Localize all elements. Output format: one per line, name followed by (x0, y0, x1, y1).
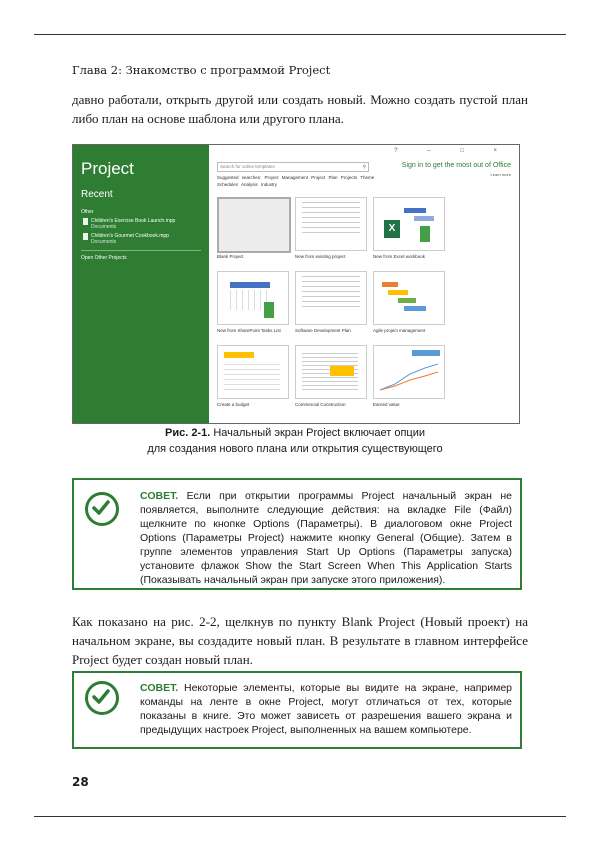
arrow-icon (264, 302, 274, 318)
template-search-input[interactable]: Search for online templates ⚲ (217, 162, 369, 172)
suggested-searches-row2[interactable]: Schedules Analysis Industry (217, 182, 278, 187)
tip-box (72, 478, 522, 590)
search-icon[interactable]: ⚲ (362, 164, 366, 169)
caption-label: Рис. 2-1. (164, 427, 211, 439)
open-other-projects[interactable]: Open Other Projects (81, 255, 127, 261)
template-tile-earned-value[interactable] (373, 345, 445, 399)
sidebar-divider (81, 250, 201, 251)
template-tile-existing[interactable] (295, 197, 367, 251)
tip-text: СОВЕТ. Если при открытии программы Project начальный экран не появляется, выполните следующие действия: на вкладке File (Файл) щелкните по кнопке Options (Параметры). В диалоговом окне Project Options (Параметры Project) нажмите кнопку General (Общие). Затем в группе элементов управления Start Up Options (Параметры запуска) установите флажок Show the Start Screen When This Application Starts (Показывать начальный экран при запуске этого приложения). (140, 490, 512, 586)
checkmark-icon (85, 492, 119, 526)
bottom-rule (34, 816, 566, 817)
start-sidebar (73, 145, 209, 423)
template-tile-budget[interactable] (217, 345, 289, 399)
template-caption: Blank Project (217, 254, 244, 259)
template-caption: Agile project management (373, 328, 426, 333)
template-tile-software[interactable] (295, 271, 367, 325)
paragraph-1: давно работали, открыть другой или создать новый. Можно создать пустой план либо план на основе шаблона или другого плана. (72, 92, 528, 126)
line-chart-icon (380, 360, 438, 392)
page-number: 28 (72, 775, 89, 789)
window-controls[interactable]: ? – □ × (394, 148, 511, 154)
chapter-header: Глава 2: Знакомство с программой Project (72, 63, 331, 77)
suggested-searches[interactable]: Suggested searches: Project Management Project Plan Projects Theme (217, 175, 375, 180)
template-caption: New from existing project (295, 254, 346, 259)
template-caption: New from SharePoint Tasks List (217, 328, 281, 333)
signin-link[interactable]: Sign in to get the most out of Office (401, 162, 511, 169)
tip-box (72, 671, 522, 749)
learn-more-link[interactable]: Learn more (490, 172, 511, 177)
template-caption: Create a budget (217, 402, 250, 407)
checkmark-icon (85, 681, 119, 715)
recent-label: Recent (81, 189, 113, 200)
template-tile-excel[interactable] (373, 197, 445, 251)
project-start-screen (72, 144, 520, 424)
templates-area (209, 145, 519, 423)
tip-text: СОВЕТ. Некоторые элементы, которые вы видите на экране, например команды на ленте в окне Project, могут отличаться от тех, которые показаны в книге. Это может зависеть от разрешения вашего экрана и предыдущих настроек Project, выполненных на вашем компьютере. (140, 682, 512, 736)
template-tile-blank[interactable] (217, 197, 291, 253)
template-caption: Software Development Plan (295, 328, 351, 333)
recent-item[interactable]: Children's Gourmet Cookbook.mpp Documents (85, 233, 169, 245)
template-caption: Commercial Construction (295, 402, 346, 407)
app-title: Project (81, 159, 134, 178)
excel-icon: X (384, 220, 400, 238)
recent-item[interactable]: Children's Exercise Book Launch.mpp Documents (85, 218, 175, 230)
other-label: Other (81, 209, 94, 215)
paragraph-2: Как показано на рис. 2-2, щелкнув по пункту Blank Project (Новый проект) на начальном экране, вы создадите новый план. В результате в главном интерфейсе Project будет создан новый план. (72, 614, 528, 667)
arrow-icon (420, 226, 430, 242)
template-caption: Earned value (373, 402, 400, 407)
template-tile-construction[interactable] (295, 345, 367, 399)
template-tile-sharepoint[interactable] (217, 271, 289, 325)
template-caption: New from Excel workbook (373, 254, 426, 259)
figure-caption: Рис. 2-1. Начальный экран Project включает опции для создания нового плана или открытия существующего (147, 427, 443, 455)
top-rule (34, 34, 566, 35)
template-tile-agile[interactable] (373, 271, 445, 325)
